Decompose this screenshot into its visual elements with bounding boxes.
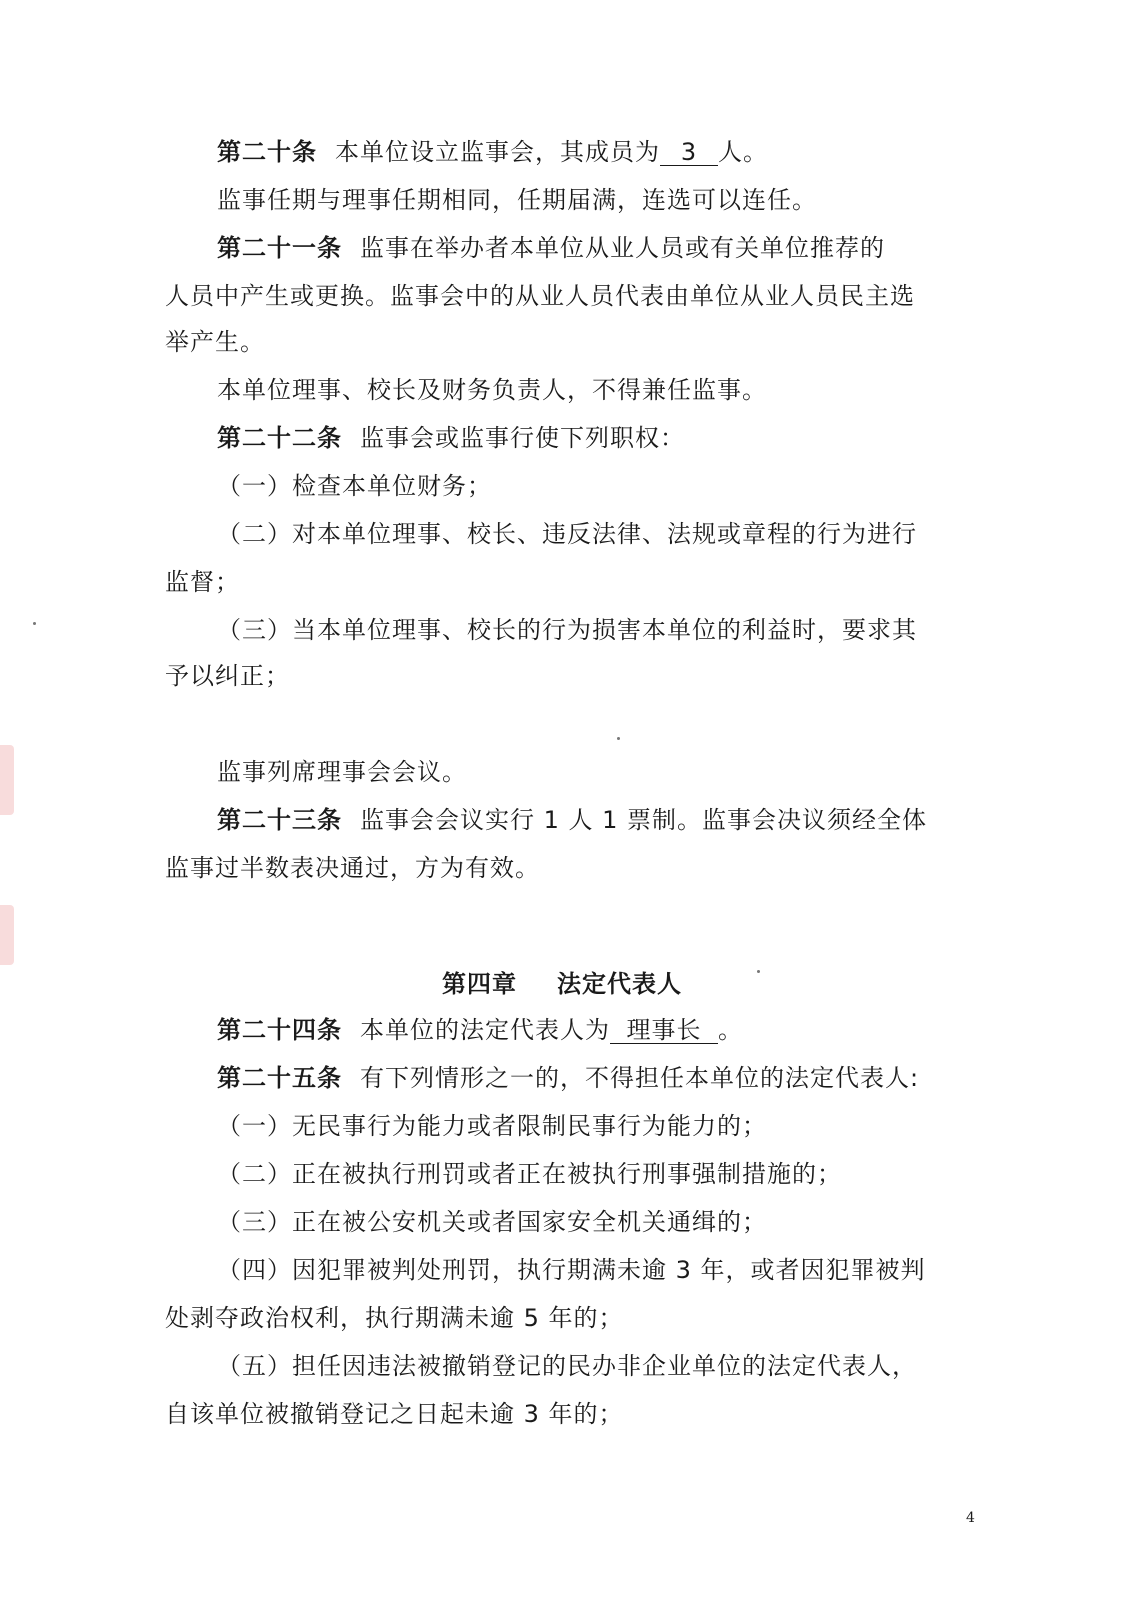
article-label: 第二十条 — [217, 138, 317, 166]
paragraph-line: 监事过半数表决通过，方为有效。 — [165, 854, 540, 882]
list-item: （三）当本单位理事、校长的行为损害本单位的利益时，要求其 — [217, 616, 917, 644]
article-text: 本单位的法定代表人为 — [360, 1016, 610, 1044]
paragraph-line: 本单位理事、校长及财务负责人，不得兼任监事。 — [217, 376, 767, 404]
article-label: 第二十五条 — [217, 1064, 342, 1092]
article-20-line — [217, 136, 768, 168]
article-23-line — [217, 804, 927, 836]
list-item: （一）检查本单位财务； — [217, 472, 492, 500]
article-text: 本单位设立监事会，其成员为 — [335, 138, 660, 166]
paragraph-line: 监事任期与理事任期相同，任期届满，连选可以连任。 — [217, 186, 817, 214]
article-text: 有下列情形之一的，不得担任本单位的法定代表人: — [360, 1064, 920, 1092]
chapter-title: 法定代表人 — [557, 970, 682, 998]
list-item: （一）无民事行为能力或者限制民事行为能力的； — [217, 1112, 767, 1140]
chapter-number: 第四章 — [442, 970, 517, 998]
list-item: （四）因犯罪被判处刑罚，执行期满未逾 3 年，或者因犯罪被判 — [217, 1256, 926, 1284]
article-22-line — [217, 422, 685, 454]
article-text: 监事会或监事行使下列职权： — [360, 424, 685, 452]
paragraph-line: 监督； — [165, 568, 240, 596]
scan-speck — [33, 622, 36, 625]
article-text-tail: 人。 — [718, 138, 768, 166]
scan-speck — [757, 970, 760, 973]
paragraph-line: 人员中产生或更换。监事会中的从业人员代表由单位从业人员民主选 — [165, 282, 915, 310]
paragraph-line: 举产生。 — [165, 328, 265, 356]
paragraph-line: 自该单位被撤销登记之日起未逾 3 年的； — [165, 1400, 624, 1428]
chapter-heading — [442, 968, 682, 1000]
list-item: （三）正在被公安机关或者国家安全机关通缉的； — [217, 1208, 767, 1236]
list-item: （二）对本单位理事、校长、违反法律、法规或章程的行为进行 — [217, 520, 917, 548]
article-label: 第二十四条 — [217, 1016, 342, 1044]
article-24-line — [217, 1014, 743, 1046]
paragraph-line: 监事列席理事会会议。 — [217, 758, 467, 786]
article-label: 第二十一条 — [217, 234, 342, 262]
list-item: （二）正在被执行刑罚或者正在被执行刑事强制措施的； — [217, 1160, 842, 1188]
article-label: 第二十三条 — [217, 806, 342, 834]
article-25-line — [217, 1062, 919, 1094]
list-item: （五）担任因违法被撤销登记的民办非企业单位的法定代表人， — [217, 1352, 917, 1380]
paragraph-line: 处剥夺政治权利，执行期满未逾 5 年的； — [165, 1304, 624, 1332]
scan-speck — [617, 737, 620, 740]
article-text: 监事在举办者本单位从业人员或有关单位推荐的 — [360, 234, 885, 262]
seal-edge-mark — [0, 905, 14, 965]
article-21-line — [217, 232, 885, 264]
article-text: 监事会会议实行 1 人 1 票制。监事会决议须经全体 — [360, 806, 928, 834]
paragraph-line: 予以纠正； — [165, 662, 290, 690]
seal-edge-mark — [0, 745, 14, 815]
member-count-fill: 3 — [660, 139, 718, 166]
legal-representative-fill: 理事长 — [610, 1017, 718, 1044]
article-text-tail: 。 — [718, 1016, 743, 1044]
article-label: 第二十二条 — [217, 424, 342, 452]
page-number: 4 — [966, 1510, 975, 1526]
